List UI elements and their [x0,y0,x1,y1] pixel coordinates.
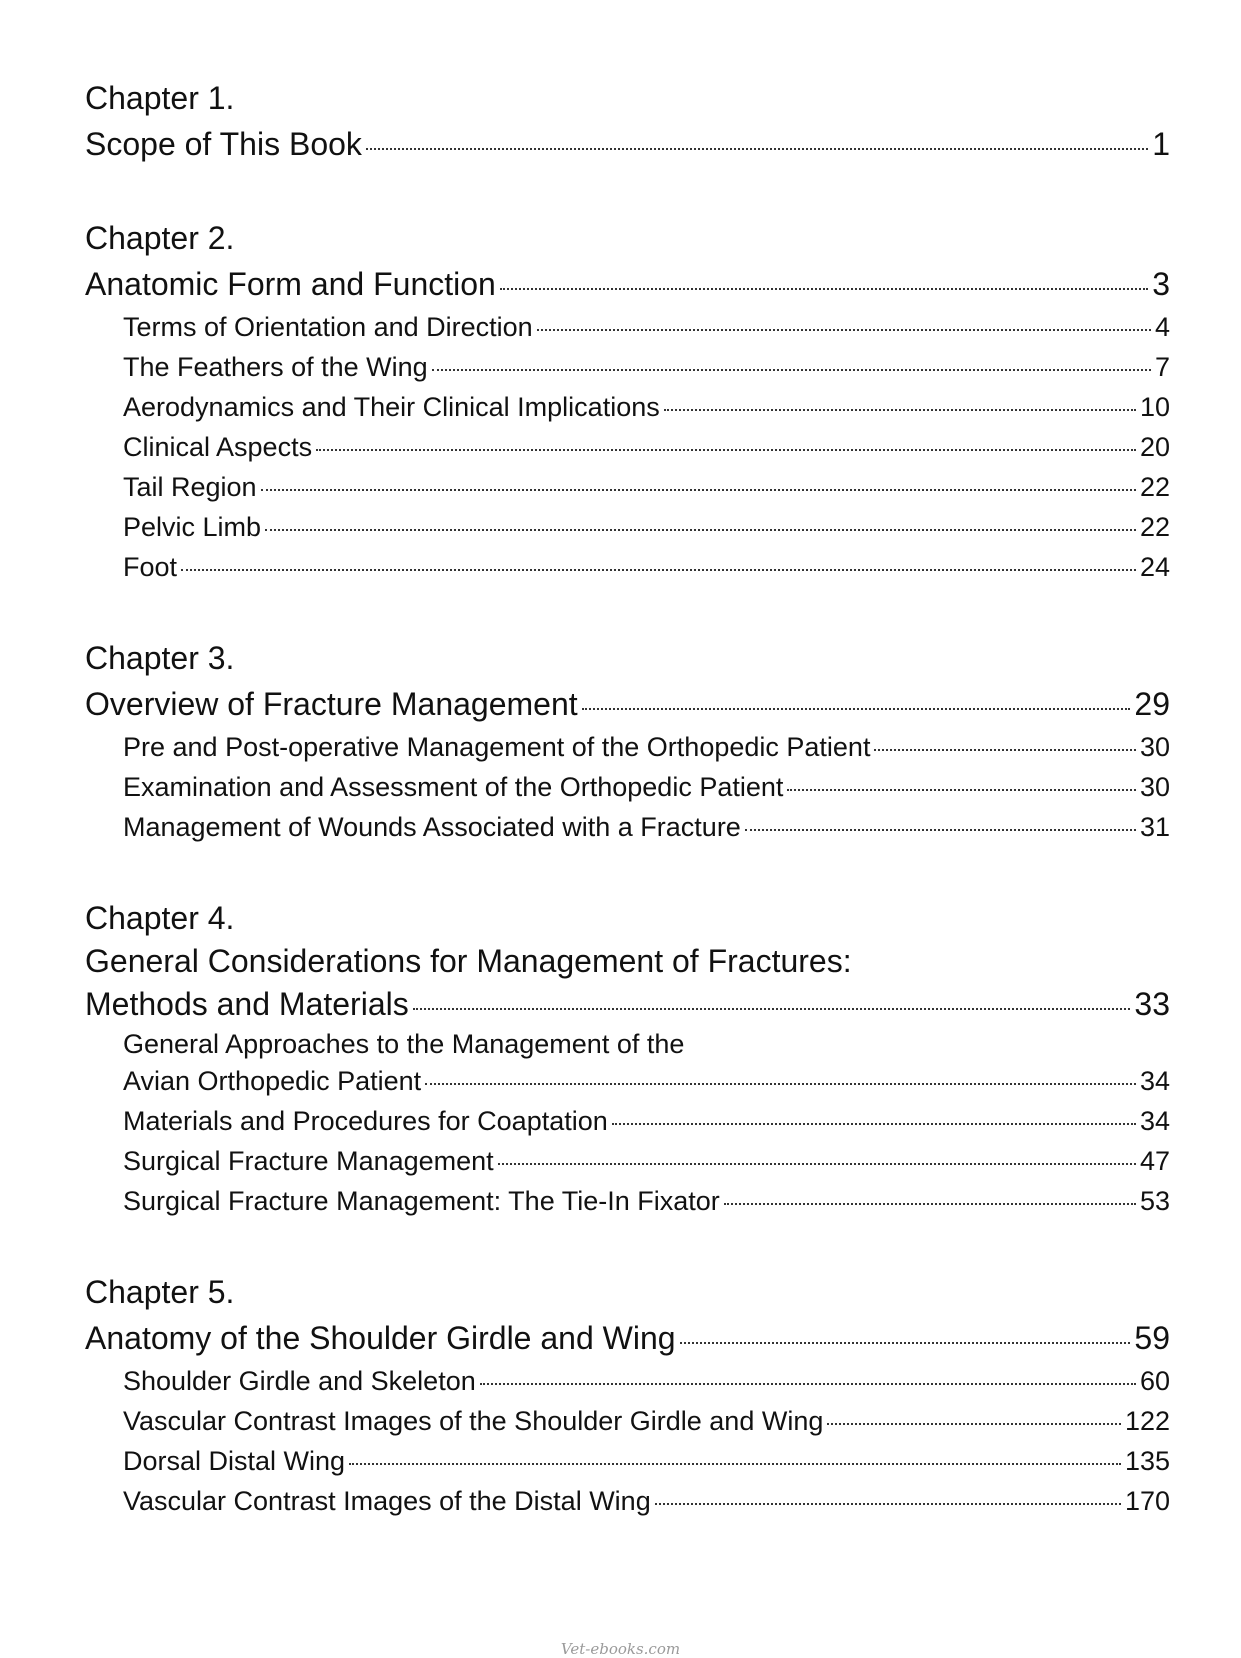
chapter-title-entry[interactable] [85,681,1170,727]
section-title: Pre and Post-operative Management of the Orthopedic Patient [123,732,871,762]
section-title: Foot [123,552,178,582]
page-number: 59 [1134,1320,1170,1356]
dot-leader [261,489,1136,491]
page-number: 20 [1139,432,1170,462]
section-title: Dorsal Distal Wing [123,1446,346,1476]
page-number: 7 [1154,352,1170,382]
dot-leader [655,1503,1121,1505]
chapter-label: Chapter 2. [85,220,235,256]
dot-leader [413,1008,1131,1010]
page-number: 34 [1139,1106,1170,1136]
chapter-block [85,75,1170,167]
dot-leader [724,1203,1136,1205]
section-entry[interactable] [85,507,1170,547]
page-number: 170 [1124,1486,1170,1516]
page-number: 10 [1139,392,1170,422]
section-title: Aerodynamics and Their Clinical Implications [123,392,660,422]
section-title: Surgical Fracture Management [123,1146,494,1176]
section-entry[interactable] [85,1441,1170,1481]
section-entry[interactable] [85,727,1170,767]
section-title: Tail Region [123,472,257,502]
page-number: 30 [1139,732,1170,762]
page-number: 122 [1124,1406,1170,1436]
chapter-title: Overview of Fracture Management [85,686,578,722]
section-entry[interactable] [85,1181,1170,1221]
chapter-title: Methods and Materials [85,986,409,1022]
section-entry[interactable] [85,547,1170,587]
dot-leader [680,1342,1131,1344]
chapter-block [85,635,1170,847]
section-entry[interactable] [85,467,1170,507]
section-title: Avian Orthopedic Patient [123,1066,422,1096]
dot-leader [498,1163,1136,1165]
chapter-label: Chapter 4. [85,900,235,936]
page-number: 53 [1139,1186,1170,1216]
dot-leader [612,1123,1136,1125]
dot-leader [316,449,1136,451]
section-title: Terms of Orientation and Direction [123,312,533,342]
page-number: 29 [1134,686,1170,722]
dot-leader [265,529,1136,531]
section-entry[interactable] [85,767,1170,807]
section-entry[interactable] [85,1361,1170,1401]
section-title: Pelvic Limb [123,512,262,542]
dot-leader [181,569,1136,571]
dot-leader [432,369,1151,371]
section-entry[interactable] [85,1481,1170,1521]
section-title: Examination and Assessment of the Orthopedic Patient [123,772,784,802]
page-number: 3 [1152,266,1170,302]
dot-leader [745,829,1136,831]
page-number: 4 [1154,312,1170,342]
chapter-title-entry[interactable] [85,1315,1170,1361]
section-title: The Feathers of the Wing [123,352,428,382]
page-number: 30 [1139,772,1170,802]
section-title: Materials and Procedures for Coaptation [123,1106,608,1136]
chapter-label: Chapter 3. [85,640,235,676]
dot-leader [664,409,1136,411]
chapter-block [85,1269,1170,1521]
section-entry[interactable] [85,1141,1170,1181]
dot-leader [480,1383,1136,1385]
chapter-block [85,895,1170,1221]
dot-leader [349,1463,1121,1465]
section-title: Surgical Fracture Management: The Tie-In Fixator [123,1186,720,1216]
section-entry[interactable] [85,1101,1170,1141]
page-number: 22 [1139,512,1170,542]
section-title: Management of Wounds Associated with a Fracture [123,812,741,842]
section-entry[interactable] [85,307,1170,347]
page-number: 47 [1139,1146,1170,1176]
page-number: 60 [1139,1366,1170,1396]
chapter-title-line: General Considerations for Management of Fractures: [85,943,852,979]
section-title-line: General Approaches to the Management of the [123,1029,685,1059]
chapter-label: Chapter 1. [85,80,235,116]
page-number: 22 [1139,472,1170,502]
table-of-contents [85,75,1170,1569]
chapter-title-entry[interactable] [85,261,1170,307]
page-number: 34 [1139,1066,1170,1096]
section-title: Vascular Contrast Images of the Distal Wing [123,1486,651,1516]
section-entry[interactable] [85,1401,1170,1441]
chapter-title: Scope of This Book [85,126,362,162]
section-title: Vascular Contrast Images of the Shoulder Girdle and Wing [123,1406,824,1436]
chapter-label: Chapter 5. [85,1274,235,1310]
section-title: Clinical Aspects [123,432,313,462]
chapter-title: Anatomy of the Shoulder Girdle and Wing [85,1320,676,1356]
dot-leader [827,1423,1121,1425]
section-title: Shoulder Girdle and Skeleton [123,1366,476,1396]
dot-leader [425,1083,1136,1085]
chapter-title-entry[interactable] [85,121,1170,167]
section-entry[interactable] [85,1061,1170,1101]
page-number: 135 [1124,1446,1170,1476]
section-entry[interactable] [85,427,1170,467]
page-number: 33 [1134,986,1170,1022]
section-entry[interactable] [85,387,1170,427]
chapter-title: Anatomic Form and Function [85,266,496,302]
dot-leader [537,329,1151,331]
chapter-block [85,215,1170,587]
dot-leader [787,789,1136,791]
dot-leader [874,749,1136,751]
dot-leader [366,148,1148,150]
page-number: 24 [1139,552,1170,582]
section-entry[interactable] [85,807,1170,847]
watermark: Vet-ebooks.com [560,1640,681,1658]
dot-leader [500,288,1148,290]
page-number: 1 [1152,126,1170,162]
page-number: 31 [1139,812,1170,842]
dot-leader [582,708,1131,710]
section-entry[interactable] [85,347,1170,387]
chapter-title-entry[interactable] [85,981,1170,1027]
